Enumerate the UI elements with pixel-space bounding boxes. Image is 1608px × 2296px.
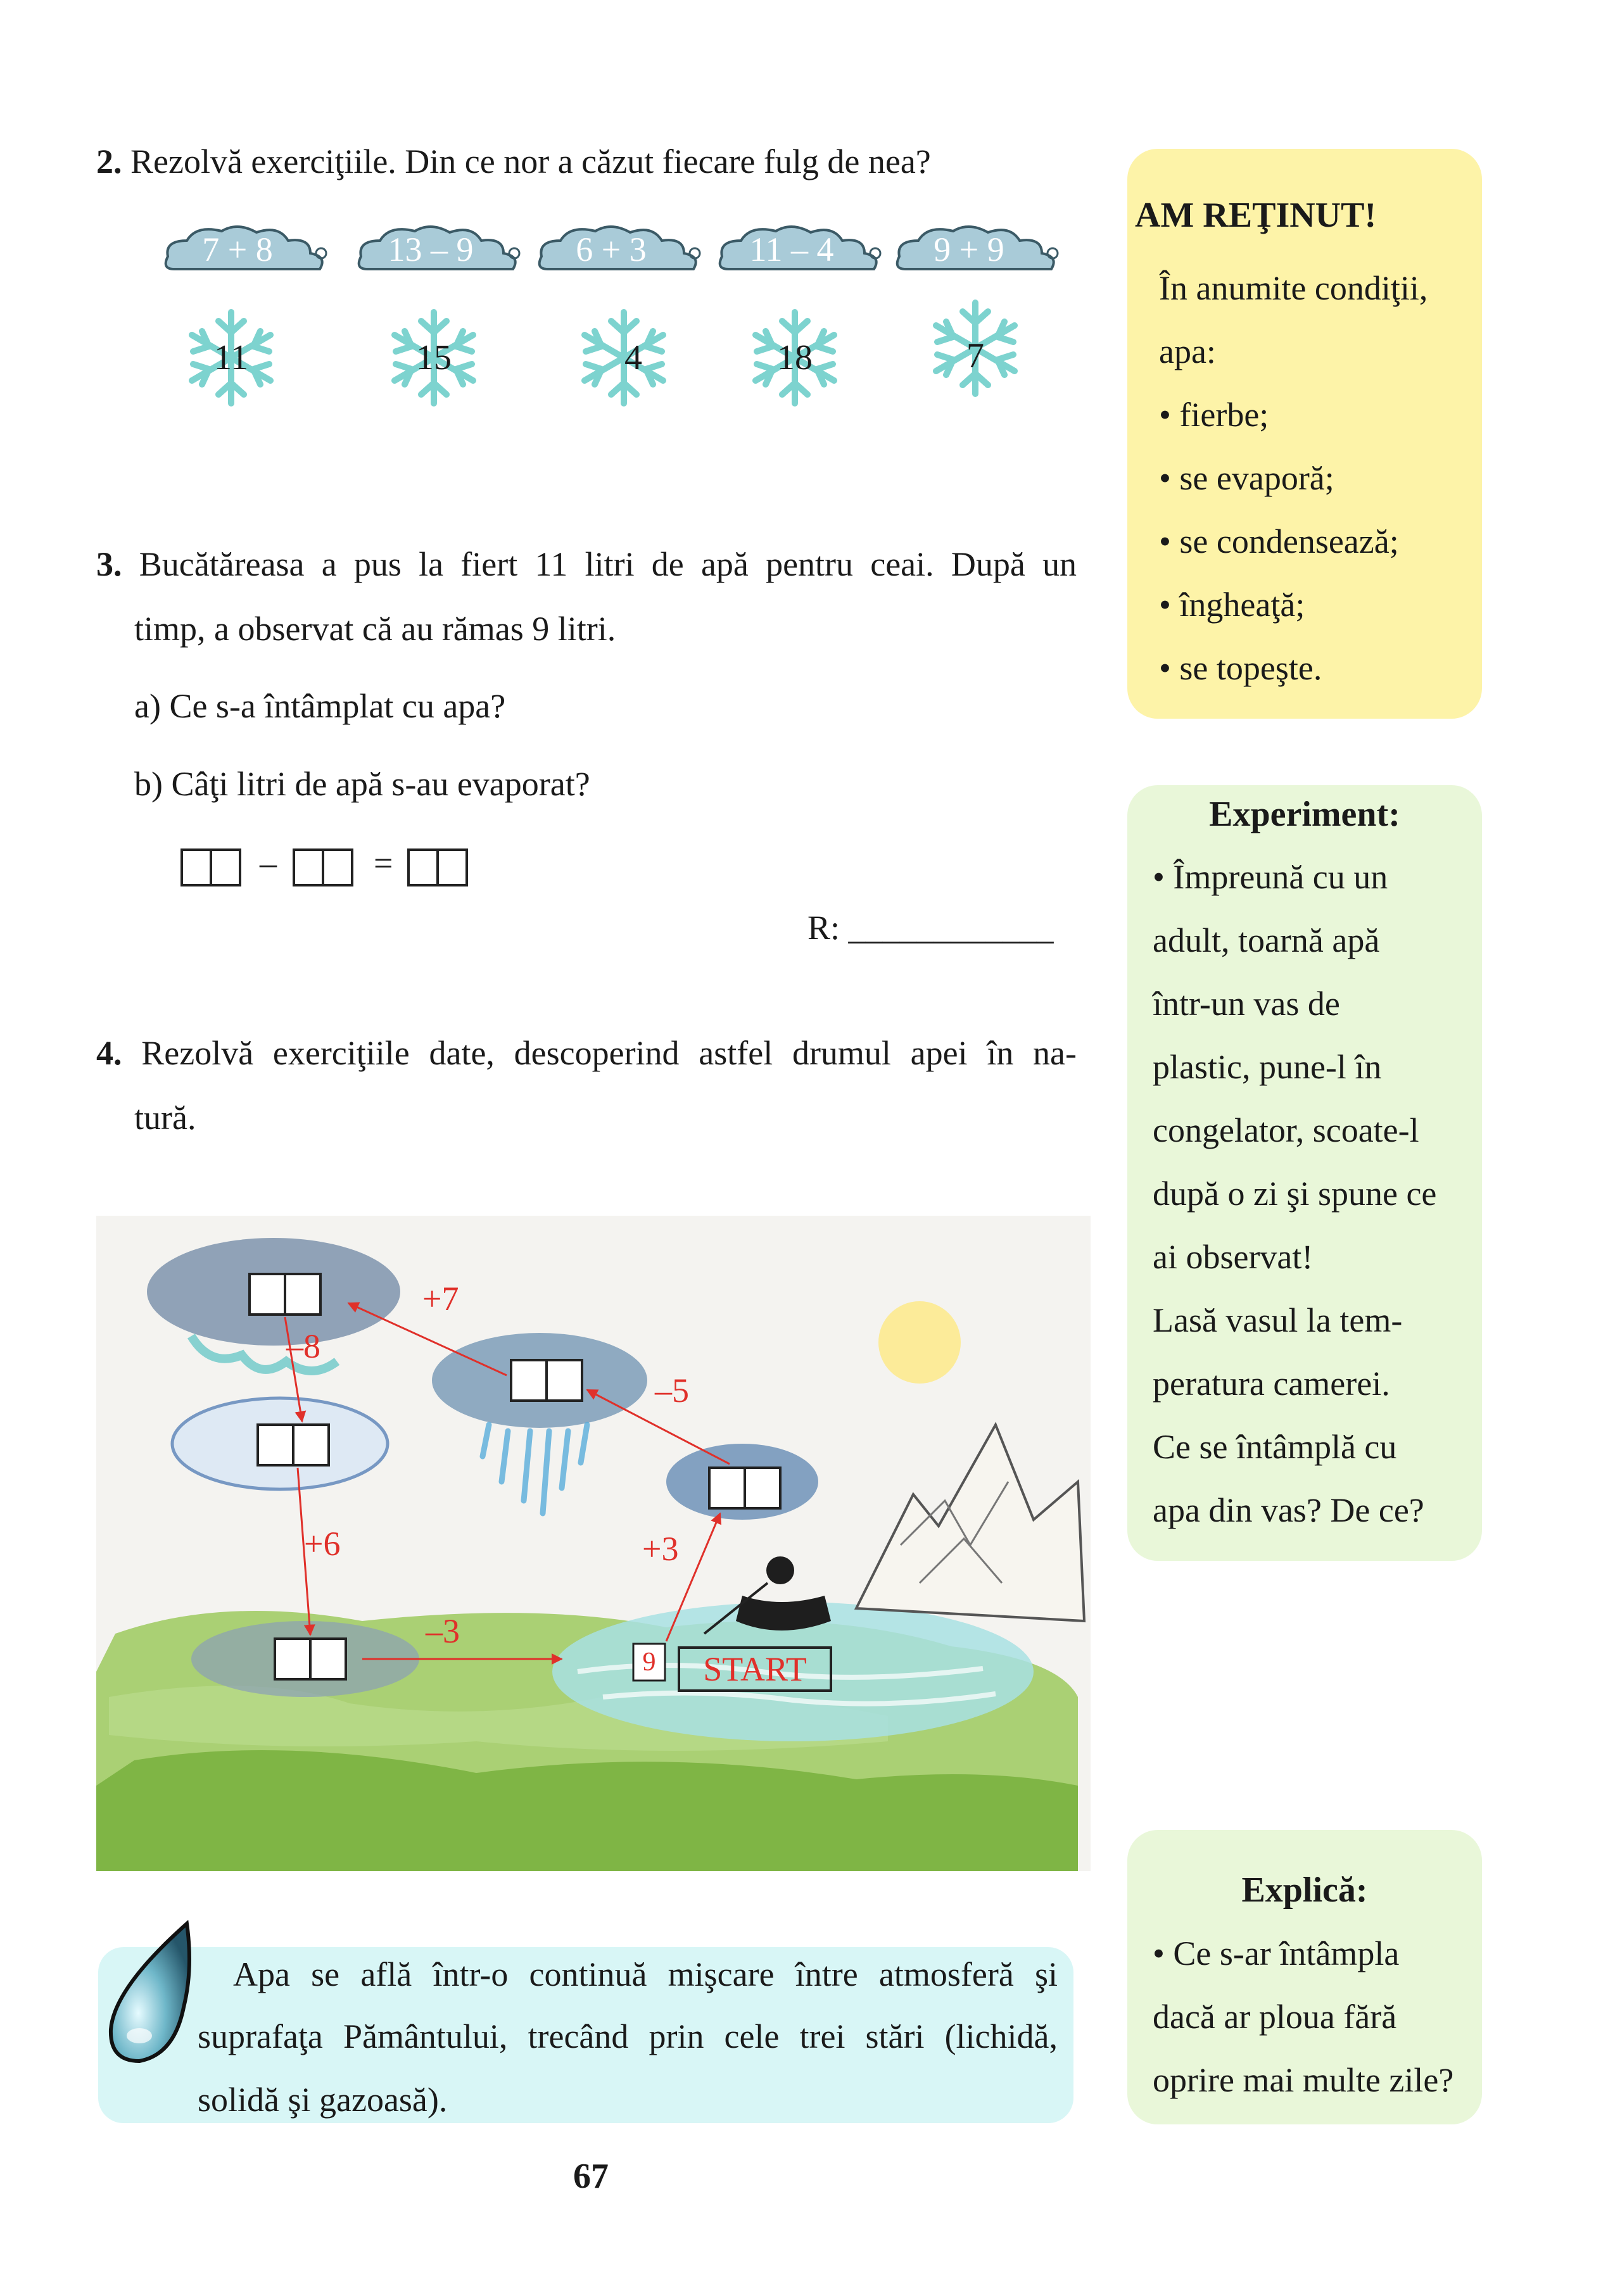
- snowflake-5: [925, 298, 1026, 399]
- list-item: • se condensează;: [1159, 522, 1399, 560]
- list-item: peratura camerei.: [1153, 1365, 1390, 1403]
- cycle-box-1: [250, 1274, 320, 1315]
- answer-digit-box[interactable]: [210, 848, 241, 886]
- list-item: În anumite condiţii,: [1159, 269, 1428, 307]
- exercise-number: 3.: [96, 545, 122, 583]
- exercise-number: 2.: [96, 142, 122, 180]
- question-a: a) Ce s-a întâmplat cu apa?: [134, 687, 506, 725]
- list-item: Lasă vasul la tem-: [1153, 1301, 1403, 1339]
- start-label: START: [703, 1650, 807, 1688]
- water-cycle-scene: [96, 1216, 1091, 1871]
- list-item: Ce se întâmplă cu: [1153, 1428, 1397, 1466]
- cycle-box-5: [275, 1639, 346, 1679]
- explica-list: [1153, 1922, 1453, 2112]
- water-drop-icon: [104, 1919, 199, 2077]
- exercise-number: 4.: [96, 1034, 122, 1072]
- snowflake-4: [744, 307, 845, 408]
- minus-sign: –: [260, 844, 277, 882]
- list-item: • Împreună cu un: [1153, 858, 1388, 896]
- snowflake-1: [180, 307, 282, 408]
- op-label-plus6: +6: [304, 1525, 341, 1563]
- list-item: ai observat!: [1153, 1238, 1314, 1276]
- op-label-plus3: +3: [642, 1530, 679, 1568]
- exercise-4-line1: [96, 1032, 1077, 1075]
- question-b: b) Câţi litri de apă s-au evaporat?: [134, 765, 590, 803]
- answer-digit-box[interactable]: [293, 848, 324, 886]
- cloud-3: [535, 218, 703, 282]
- cloud-5: [893, 218, 1061, 282]
- explica-title: Explică:: [1241, 1870, 1368, 1910]
- exercise-4-line2: tură.: [134, 1099, 196, 1137]
- op-label-minus5: –5: [655, 1372, 689, 1410]
- snowflake-label: 15: [416, 338, 452, 377]
- answer-digit-box[interactable]: [436, 848, 468, 886]
- list-item: după o zi şi spune ce: [1153, 1175, 1437, 1213]
- list-item: dacă ar ploua fără: [1153, 1998, 1397, 2036]
- list-item: oprire mai multe zile?: [1153, 2061, 1454, 2099]
- list-item: apa:: [1159, 332, 1216, 370]
- list-item: adult, toarnă apă: [1153, 921, 1380, 959]
- start-value: 9: [642, 1648, 656, 1677]
- snowflake-2: [383, 307, 484, 408]
- exercise-text: Bucătăreasa a pus la fiert 11 litri de apă pentru ceai. După un: [139, 545, 1077, 583]
- list-item: • fierbe;: [1159, 396, 1269, 434]
- answer-line[interactable]: R: ____________: [807, 909, 1054, 947]
- cloud-label: 7 + 8: [202, 230, 273, 268]
- cloud-label: 13 – 9: [388, 230, 474, 268]
- cloud-label: 9 + 9: [934, 230, 1004, 268]
- cloud-label: 11 – 4: [749, 230, 834, 268]
- cycle-box-4: [709, 1468, 780, 1508]
- answer-digit-box[interactable]: [322, 848, 353, 886]
- exercise-3-line1: [96, 543, 1077, 586]
- cycle-box-3: [258, 1425, 329, 1465]
- cloud-4: [716, 218, 883, 282]
- snowflake-label: 4: [624, 338, 642, 377]
- info-line2: suprafaţa Pământului, trecând prin cele trei stări (lichidă,: [198, 2017, 1058, 2055]
- experiment-title: Experiment:: [1209, 795, 1400, 834]
- list-item: plastic, pune-l în: [1153, 1048, 1382, 1086]
- exercise-text: Rezolvă exerciţiile date, descoperind astfel drumul apei în na-: [141, 1034, 1077, 1072]
- list-item: congelator, scoate-l: [1153, 1111, 1419, 1149]
- answer-digit-box[interactable]: [407, 848, 439, 886]
- op-label-minus3: –3: [426, 1612, 460, 1650]
- am-retinut-list: [1159, 256, 1428, 700]
- snowflake-label: 7: [966, 336, 984, 375]
- info-line3: solidă şi gazoasă).: [198, 2081, 448, 2119]
- list-item: • se topeşte.: [1159, 649, 1322, 687]
- cloud-1: [161, 218, 329, 282]
- equals-sign: =: [374, 844, 393, 882]
- snowflake-3: [573, 307, 674, 408]
- info-line1: Apa se află într-o continuă mişcare între atmosferă şi: [233, 1955, 1058, 1993]
- cloud-2: [355, 218, 522, 282]
- page-number: 67: [573, 2157, 609, 2196]
- exercise-3-line2: timp, a observat că au rămas 9 litri.: [134, 610, 616, 648]
- cycle-box-2: [511, 1360, 582, 1401]
- list-item: • Ce s-ar întâmpla: [1153, 1934, 1400, 1972]
- op-label-minus8: –8: [286, 1327, 320, 1365]
- list-item: apa din vas? De ce?: [1153, 1491, 1424, 1529]
- op-label-plus7: +7: [422, 1280, 459, 1318]
- am-retinut-title: AM REŢINUT!: [1135, 196, 1377, 235]
- snowflake-label: 11: [214, 338, 248, 377]
- exercise-text: Rezolvă exerciţiile. Din ce nor a căzut fiecare fulg de nea?: [130, 142, 931, 180]
- answer-digit-box[interactable]: [180, 848, 212, 886]
- list-item: • îngheaţă;: [1159, 586, 1305, 624]
- experiment-list: [1153, 845, 1436, 1542]
- snowflake-label: 18: [777, 338, 813, 377]
- exercise-2-heading: [96, 141, 1084, 184]
- list-item: într-un vas de: [1153, 985, 1340, 1023]
- list-item: • se evaporă;: [1159, 459, 1334, 497]
- water-cycle-illustration: [96, 1216, 1091, 1871]
- cloud-label: 6 + 3: [576, 230, 647, 268]
